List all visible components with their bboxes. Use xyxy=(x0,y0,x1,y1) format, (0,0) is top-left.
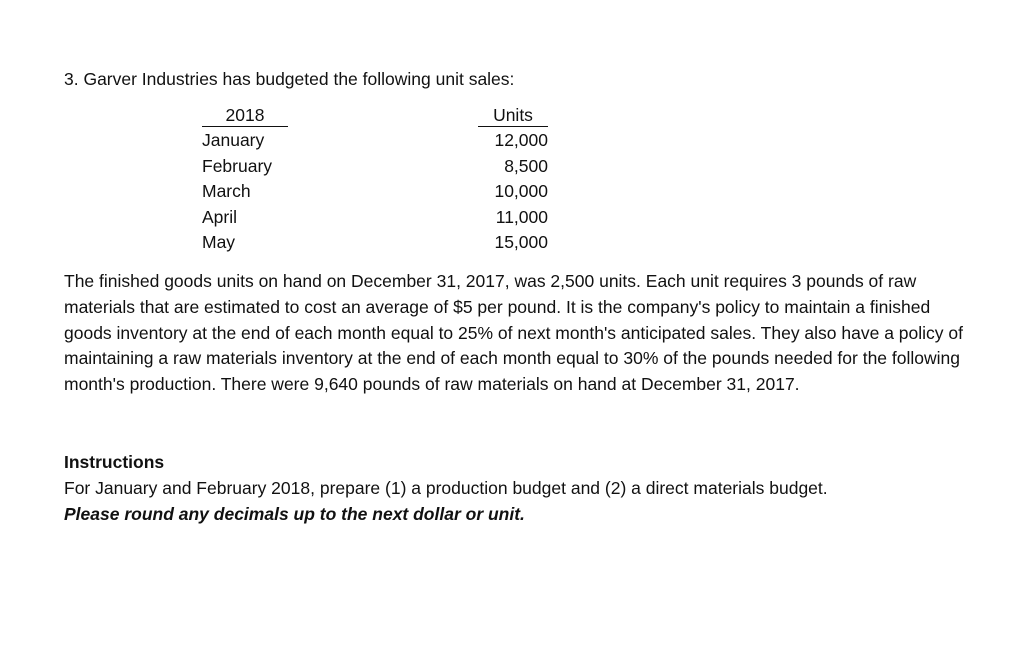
problem-description: The finished goods units on hand on December 31, 2017, was 2,500 units. Each unit requires 3 pounds of raw materials that are estimated to cost an average of $5 per pound. It is the company's policy to maintain a finished goods inventory at the end of each month equal to 25% of next month's anticipated sales. They also have a policy of maintaining a raw materials inventory at the end of each month equal to 30% of the pounds needed for the following month's production. There were 9,640 pounds of raw materials on hand at December 31, 2017. xyxy=(64,271,964,395)
row-month: January xyxy=(202,130,265,150)
instructions-note: Please round any decimals up to the next dollar or unit. xyxy=(64,504,525,524)
table-row xyxy=(202,179,548,205)
row-month: March xyxy=(202,181,251,201)
unit-sales-table xyxy=(202,104,548,256)
table-row xyxy=(202,205,548,231)
header-period: 2018 xyxy=(202,104,288,127)
table-row xyxy=(202,230,548,256)
table-row xyxy=(202,128,548,154)
table-row xyxy=(202,154,548,180)
row-units: 11,000 xyxy=(495,206,548,227)
row-month: February xyxy=(202,155,273,176)
row-units: 15,000 xyxy=(494,232,548,252)
instructions-title: Instructions xyxy=(64,452,165,472)
row-units: 12,000 xyxy=(494,130,548,150)
question-heading: 3. Garver Industries has budgeted the following unit sales: xyxy=(64,69,515,89)
row-month: May xyxy=(202,232,236,252)
table-header xyxy=(202,104,548,128)
row-units: 10,000 xyxy=(494,181,548,201)
instructions-text: For January and February 2018, prepare (1) a production budget and (2) a direct materials budget. xyxy=(64,478,828,498)
row-units: 8,500 xyxy=(504,155,548,176)
row-month: April xyxy=(202,206,238,227)
header-units: Units xyxy=(478,104,548,127)
